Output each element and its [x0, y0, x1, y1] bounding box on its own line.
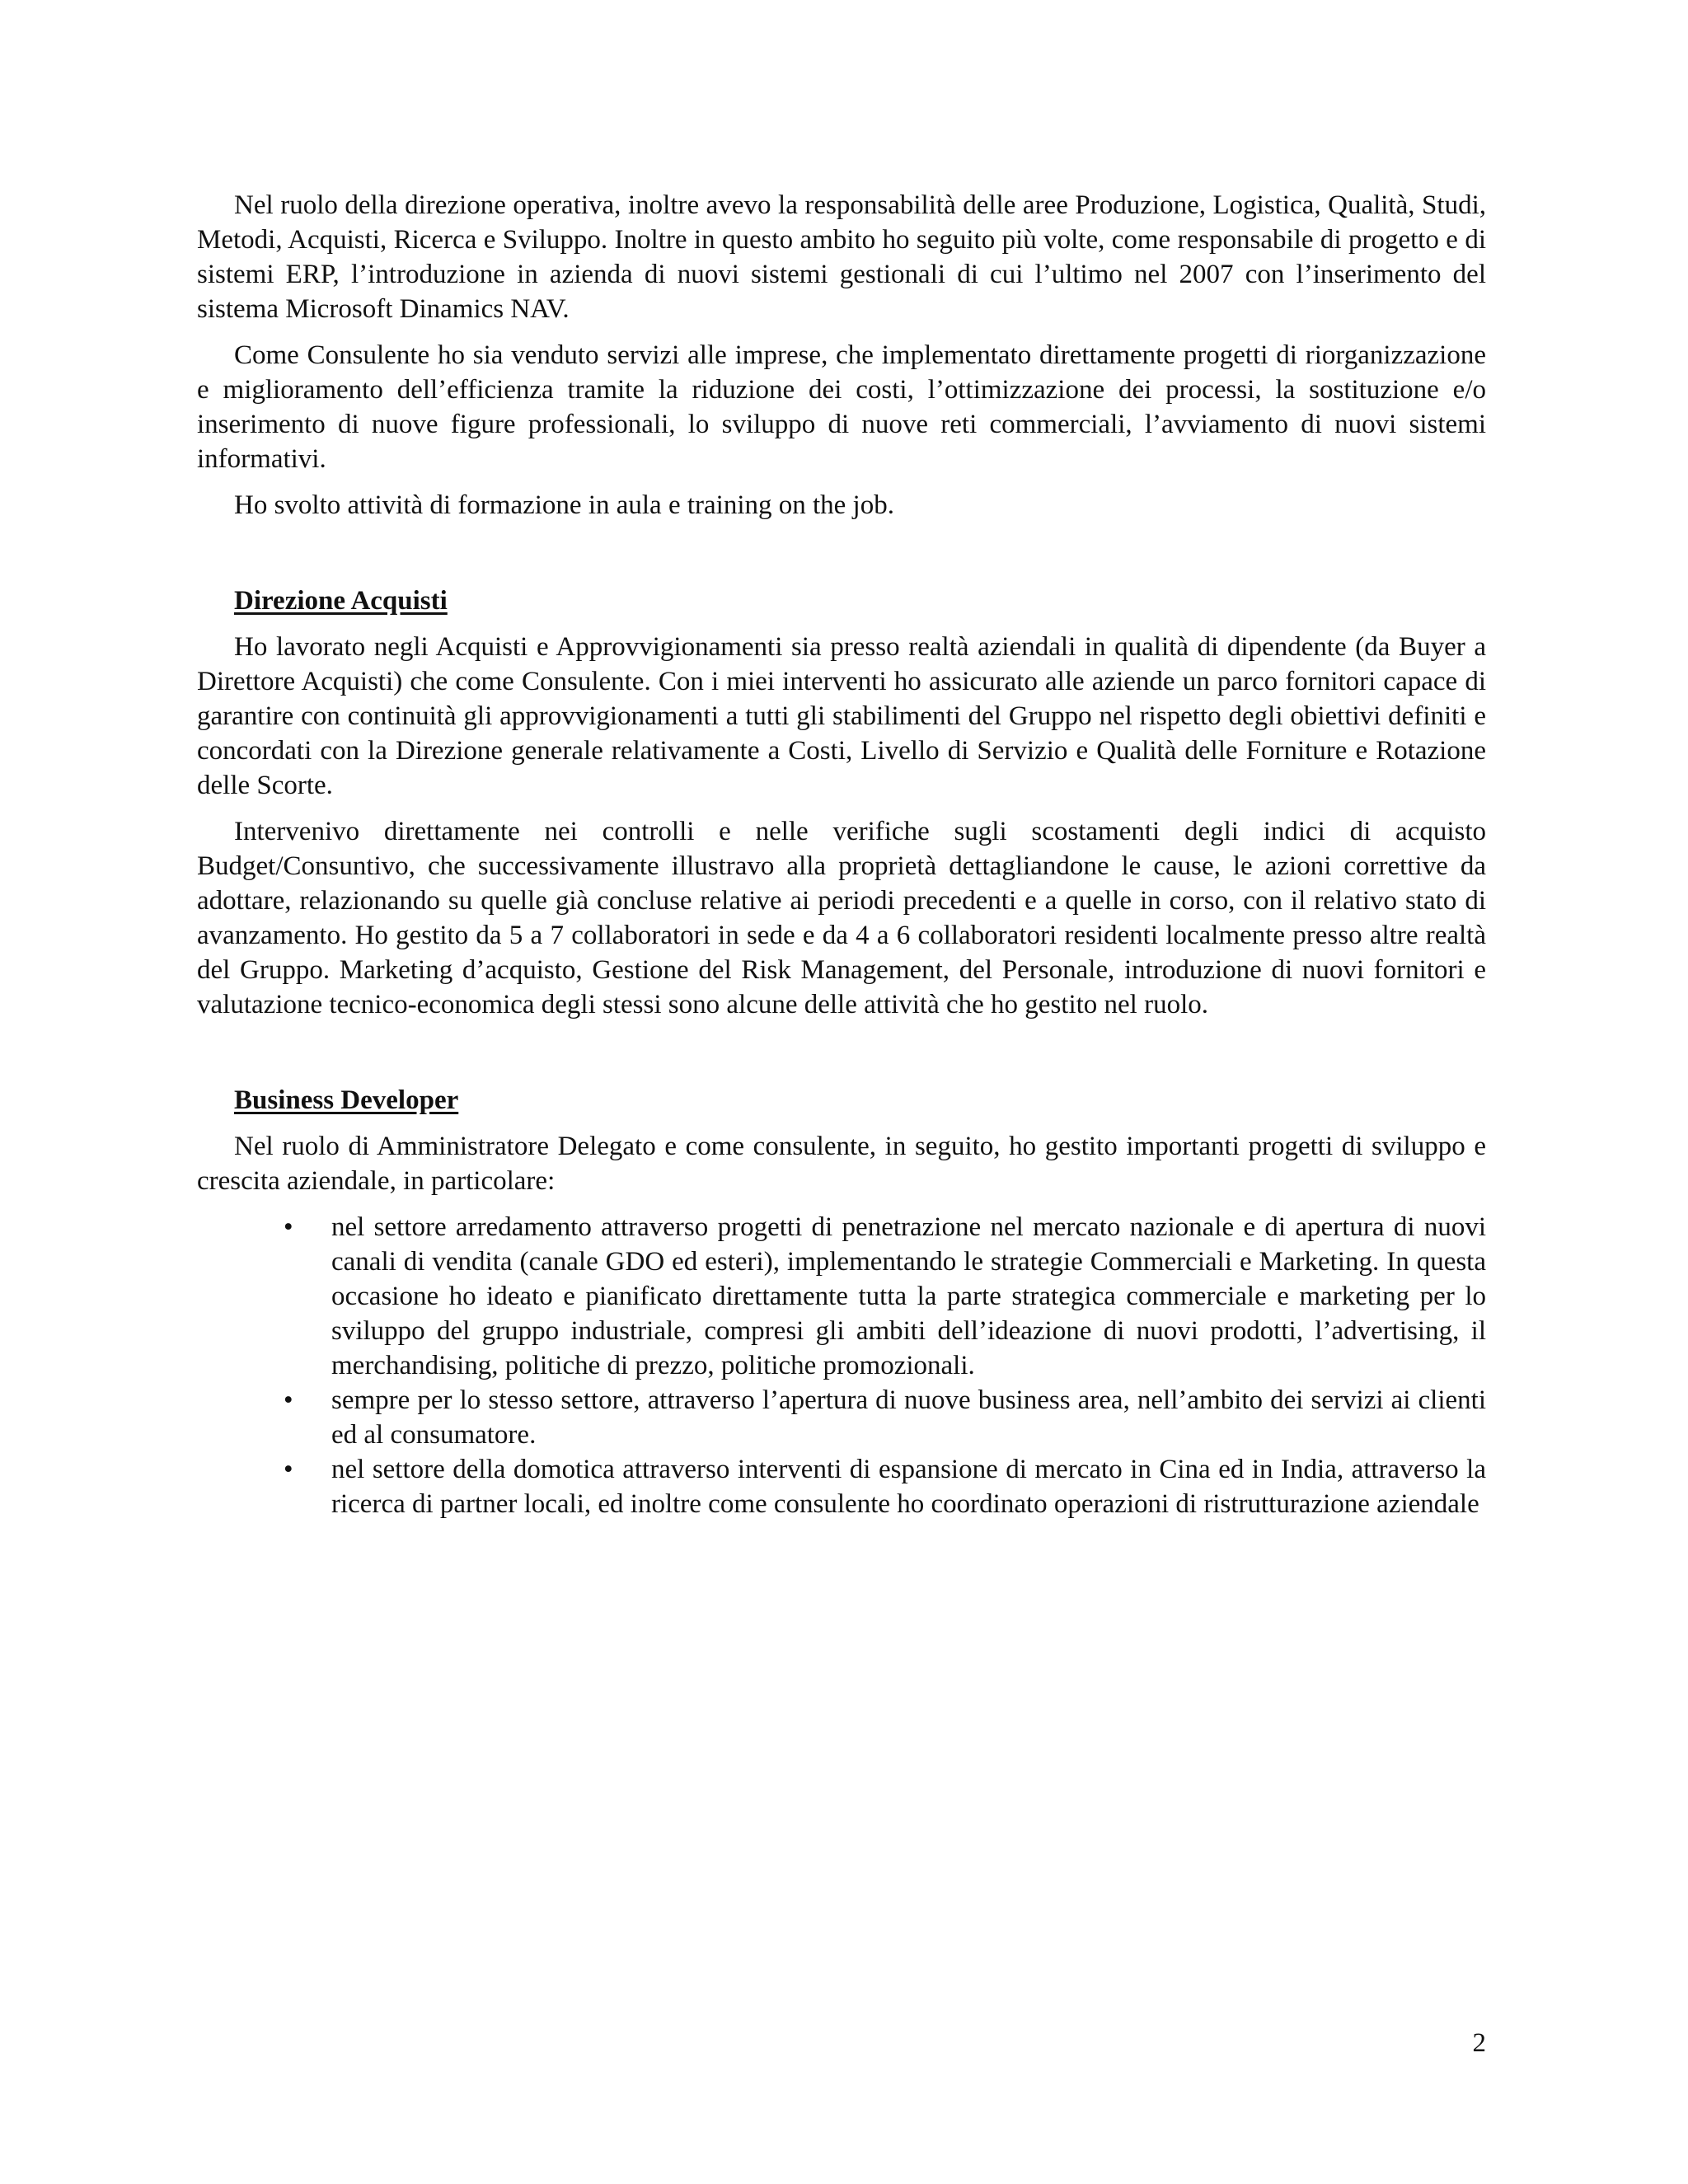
list-item	[284, 1452, 1486, 1521]
bullet-icon: •	[284, 1455, 293, 1484]
list-item-text: sempre per lo stesso settore, attraverso l’apertura di nuove business area, nell’ambito dei servizi ai clienti ed al consumatore.	[331, 1385, 1486, 1450]
document-page	[197, 188, 1486, 1521]
bullet-icon: •	[284, 1212, 293, 1242]
business-bullet-list	[197, 1210, 1486, 1521]
acquisti-paragraph-2: Intervenivo direttamente nei controlli e nelle verifiche sugli scostamenti degli indici di acquisto Budget/Consuntivo, che successivamente illustravo alla proprietà dettagliandone le cause, le azioni correttive da adottare, relazionando su quelle già concluse relative ai periodi precedenti e a quelle in corso, con il relativo stato di avanzamento. Ho gestito da 5 a 7 collaboratori in sede e da 4 a 6 collaboratori residenti localmente presso altre realtà del Gruppo. Marketing d’acquisto, Gestione del Risk Management, del Personale, introduzione di nuovi fornitori e valutazione tecnico-economica degli stessi sono alcune delle attività che ho gestito nel ruolo.	[197, 817, 1486, 1019]
section-heading-business: Business Developer	[234, 1085, 459, 1115]
section-spacer	[197, 1033, 1486, 1083]
business-paragraph: Nel ruolo di Amministratore Delegato e come consulente, in seguito, ho gestito importanti progetti di sviluppo e crescita aziendale, in particolare:	[197, 1132, 1486, 1196]
list-item	[284, 1210, 1486, 1383]
page-number: 2	[1472, 2028, 1486, 2058]
section-spacer	[197, 534, 1486, 583]
section-heading-acquisti: Direzione Acquisti	[234, 586, 448, 616]
intro-paragraph-3: Ho svolto attività di formazione in aula e training on the job.	[234, 490, 894, 520]
list-item-text: nel settore della domotica attraverso interventi di espansione di mercato in Cina ed in India, attraverso la ricerca di partner locali, ed inoltre come consulente ho coordinato operazioni di ristrutturazione aziendale	[331, 1455, 1486, 1519]
bullet-icon: •	[284, 1385, 293, 1415]
list-item-text: nel settore arredamento attraverso progetti di penetrazione nel mercato nazionale e di apertura di nuovi canali di vendita (canale GDO ed esteri), implementando le strategie Commerciali e Marketing. In questa occasione ho ideato e pianificato direttamente tutta la parte strategica commerciale e marketing per lo sviluppo del gruppo industriale, compresi gli ambiti dell’ideazione di nuovi prodotti, l’advertising, il merchandising, politiche di prezzo, politiche promozionali.	[331, 1212, 1486, 1380]
list-item	[284, 1383, 1486, 1452]
intro-paragraph-1: Nel ruolo della direzione operativa, inoltre avevo la responsabilità delle aree Produzione, Logistica, Qualità, Studi, Metodi, Acquisti, Ricerca e Sviluppo. Inoltre in questo ambito ho seguito più volte, come responsabile di progetto e di sistemi ERP, l’introduzione in azienda di nuovi sistemi gestionali di cui l’ultimo nel 2007 con l’inserimento del sistema Microsoft Dinamics NAV.	[197, 190, 1486, 324]
intro-paragraph-2: Come Consulente ho sia venduto servizi alle imprese, che implementato direttamente progetti di riorganizzazione e miglioramento dell’efficienza tramite la riduzione dei costi, l’ottimizzazione dei processi, la sostituzione e/o inserimento di nuove figure professionali, lo sviluppo di nuove reti commerciali, l’avviamento di nuovi sistemi informativi.	[197, 340, 1486, 474]
acquisti-paragraph-1: Ho lavorato negli Acquisti e Approvvigionamenti sia presso realtà aziendali in qualità di dipendente (da Buyer a Direttore Acquisti) che come Consulente. Con i miei interventi ho assicurato alle aziende un parco fornitori capace di garantire con continuità gli approvvigionamenti a tutti gli stabilimenti del Gruppo nel rispetto degli obiettivi definiti e concordati con la Direzione generale relativamente a Costi, Livello di Servizio e Qualità delle Forniture e Rotazione delle Scorte.	[197, 632, 1486, 800]
